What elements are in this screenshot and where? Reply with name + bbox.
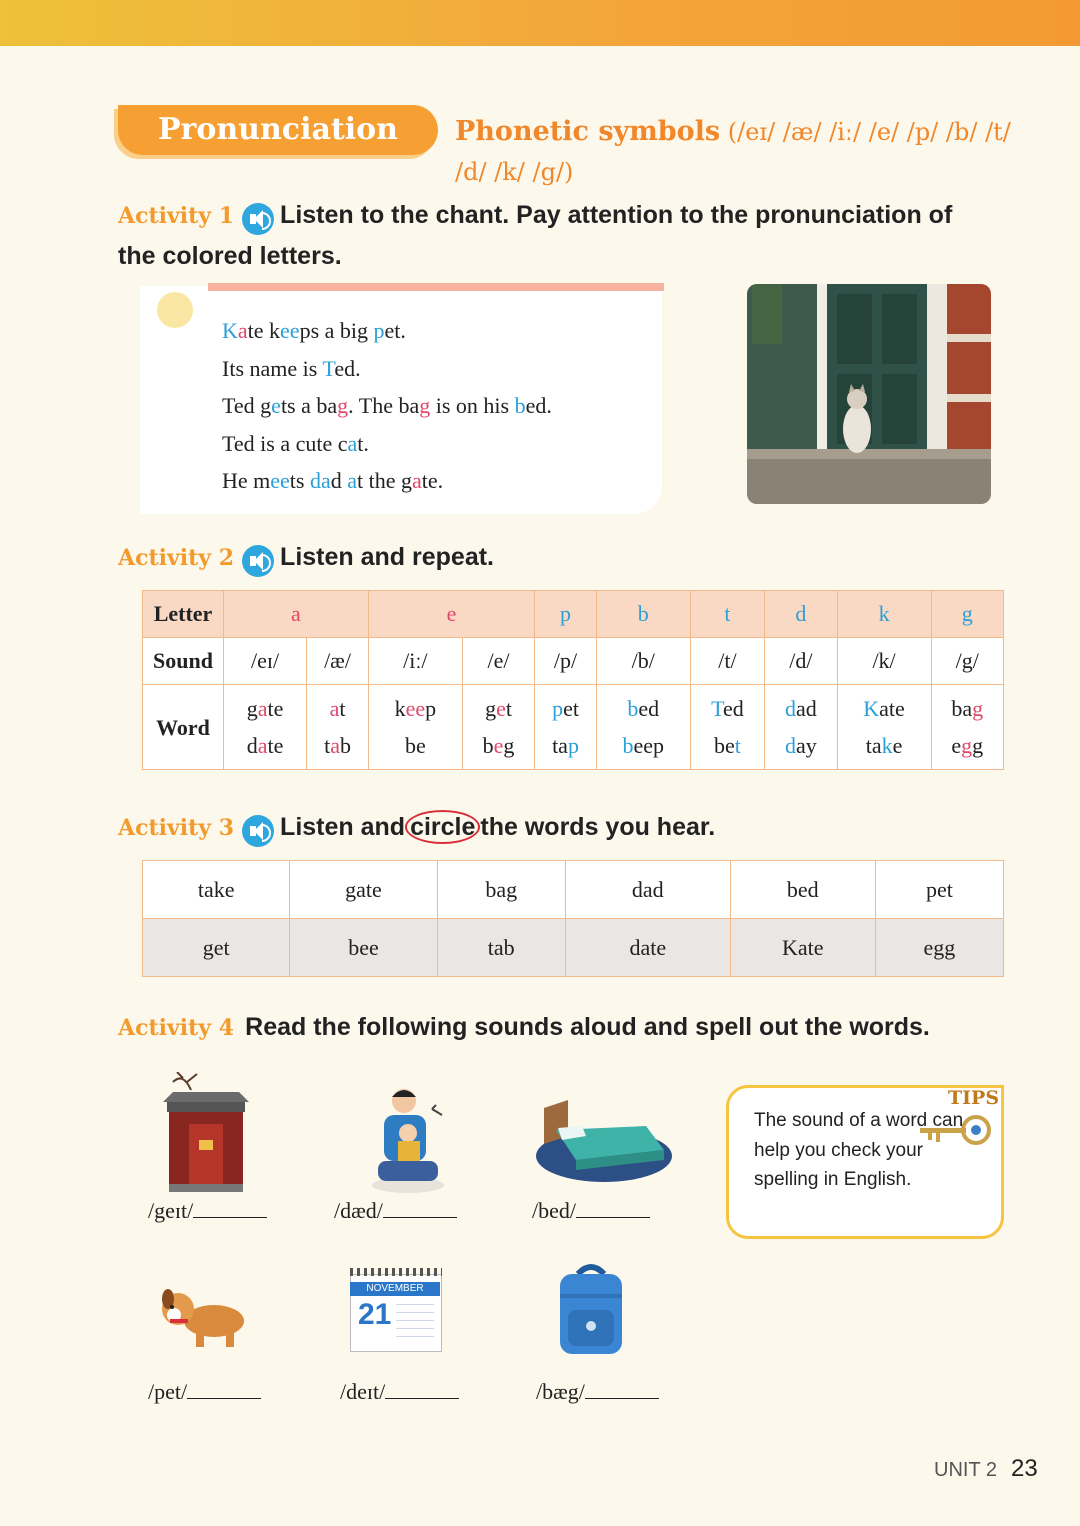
activity1-instruction-2: the colored letters. [118, 242, 342, 270]
letter-cell: e [368, 591, 534, 638]
word-row-label: Word [143, 685, 224, 770]
bed-picture [536, 1100, 672, 1188]
activity1-instruction: Listen to the chant. Pay attention to the pronunciation of [280, 201, 953, 229]
letter-cell: a [224, 591, 369, 638]
tips-text: The sound of a word can help you check your spelling in English. [754, 1110, 964, 1190]
calendar-month: NOVEMBER [350, 1282, 440, 1296]
word-choice[interactable]: egg [875, 919, 1003, 977]
word-row-2 [143, 919, 1004, 977]
word-choice[interactable]: pet [875, 861, 1003, 919]
word-choice[interactable]: take [143, 861, 290, 919]
sound-cell: /æ/ [307, 638, 369, 685]
activity2-label: Activity 2 [118, 545, 235, 571]
activity3-instruction: Listen and [280, 813, 406, 841]
speaker-icon[interactable] [242, 203, 274, 235]
speaker-icon[interactable] [242, 545, 274, 577]
word-choice[interactable]: get [143, 919, 290, 977]
phonetic-title: Phonetic symbols [455, 116, 721, 147]
blank-pet[interactable]: /pet/ [148, 1379, 261, 1405]
word-cell: bag egg [931, 685, 1003, 770]
letter-cell: t [690, 591, 764, 638]
chant-text [222, 312, 552, 500]
sound-cell: /iː/ [368, 638, 462, 685]
word-cell: pet tap [535, 685, 597, 770]
sound-row-label: Sound [143, 638, 224, 685]
blank-dad[interactable]: /dæd/ [334, 1198, 457, 1224]
gate-picture [163, 1072, 249, 1198]
activity3-heading [118, 808, 715, 849]
word-cell: get beg [462, 685, 534, 770]
calendar-day: 21 [358, 1298, 392, 1331]
word-choice-table [142, 860, 1004, 977]
letter-cell: p [535, 591, 597, 638]
activity2-instruction: Listen and repeat. [280, 543, 494, 571]
activity1-label: Activity 1 [118, 203, 235, 229]
unit-label: UNIT 2 [934, 1459, 997, 1481]
word-cell: bed beep [596, 685, 690, 770]
word-choice[interactable]: bed [730, 861, 875, 919]
chant-card-bar [208, 283, 664, 291]
dad-picture [370, 1085, 450, 1199]
chant-line: Kate keeps a big pet. [222, 318, 406, 343]
phonetic-list-2: /d/ /k/ /g/) [455, 158, 574, 186]
letter-cell: k [837, 591, 931, 638]
sound-cell: /d/ [765, 638, 837, 685]
bag-picture [556, 1264, 626, 1360]
word-choice[interactable]: dad [565, 861, 730, 919]
activity3-instruction-2: the words you hear. [480, 813, 716, 841]
cat-photo [747, 284, 991, 504]
phonics-table [142, 590, 1004, 770]
word-choice[interactable]: tab [437, 919, 565, 977]
activity4-instruction: Read the following sounds aloud and spell out the words. [245, 1013, 930, 1041]
sound-cell: /e/ [462, 638, 534, 685]
blank-date[interactable]: /deɪt/ [340, 1379, 459, 1405]
activity1-heading [118, 196, 1018, 278]
word-choice[interactable]: bee [290, 919, 437, 977]
word-row [143, 685, 1004, 770]
tips-title: TIPS [948, 1087, 1000, 1109]
word-cell: at tab [307, 685, 369, 770]
word-choice[interactable]: Kate [730, 919, 875, 977]
letter-row-label: Letter [143, 591, 224, 638]
calendar-picture [350, 1268, 440, 1350]
word-choice[interactable]: date [565, 919, 730, 977]
activity4-label: Activity 4 [118, 1015, 235, 1041]
word-cell: keep be [368, 685, 462, 770]
sound-cell: /eɪ/ [224, 638, 307, 685]
letter-cell: b [596, 591, 690, 638]
activity2-heading [118, 538, 494, 579]
letter-cell: d [765, 591, 837, 638]
blank-gate[interactable]: /geɪt/ [148, 1198, 267, 1224]
word-row-1 [143, 861, 1004, 919]
sound-cell: /k/ [837, 638, 931, 685]
decorative-dot [157, 292, 193, 328]
letter-row [143, 591, 1004, 638]
activity3-label: Activity 3 [118, 815, 235, 841]
phonetic-list: (/eɪ/ /æ/ /iː/ /e/ /p/ /b/ /t/ [727, 118, 1011, 146]
word-cell: Kate take [837, 685, 931, 770]
sound-cell: /t/ [690, 638, 764, 685]
word-cell: dad day [765, 685, 837, 770]
chant-line: He meets dad at the gate. [222, 468, 444, 493]
phonetic-heading [455, 112, 1015, 192]
word-choice[interactable]: gate [290, 861, 437, 919]
blank-bed[interactable]: /bed/ [532, 1198, 650, 1224]
sound-cell: /g/ [931, 638, 1003, 685]
word-cell: gate date [224, 685, 307, 770]
circle-word: circle [405, 810, 480, 844]
page-footer [934, 1455, 1038, 1483]
chant-line: Ted is a cute cat. [222, 430, 369, 456]
chant-line: Its name is Ted. [222, 355, 361, 381]
letter-cell: g [931, 591, 1003, 638]
chant-line: Ted gets a bag. The bag is on his bed. [222, 393, 552, 418]
blank-bag[interactable]: /bæg/ [536, 1379, 659, 1405]
sound-row [143, 638, 1004, 685]
sound-cell: /p/ [535, 638, 597, 685]
section-label: Pronunciation [118, 105, 438, 155]
word-cell: Ted bet [690, 685, 764, 770]
word-choice[interactable]: bag [437, 861, 565, 919]
dog-picture [156, 1285, 252, 1359]
activity4-heading [118, 1008, 930, 1049]
sound-cell: /b/ [596, 638, 690, 685]
page-number: 23 [1010, 1455, 1038, 1482]
speaker-icon[interactable] [242, 815, 274, 847]
top-banner [0, 0, 1080, 46]
